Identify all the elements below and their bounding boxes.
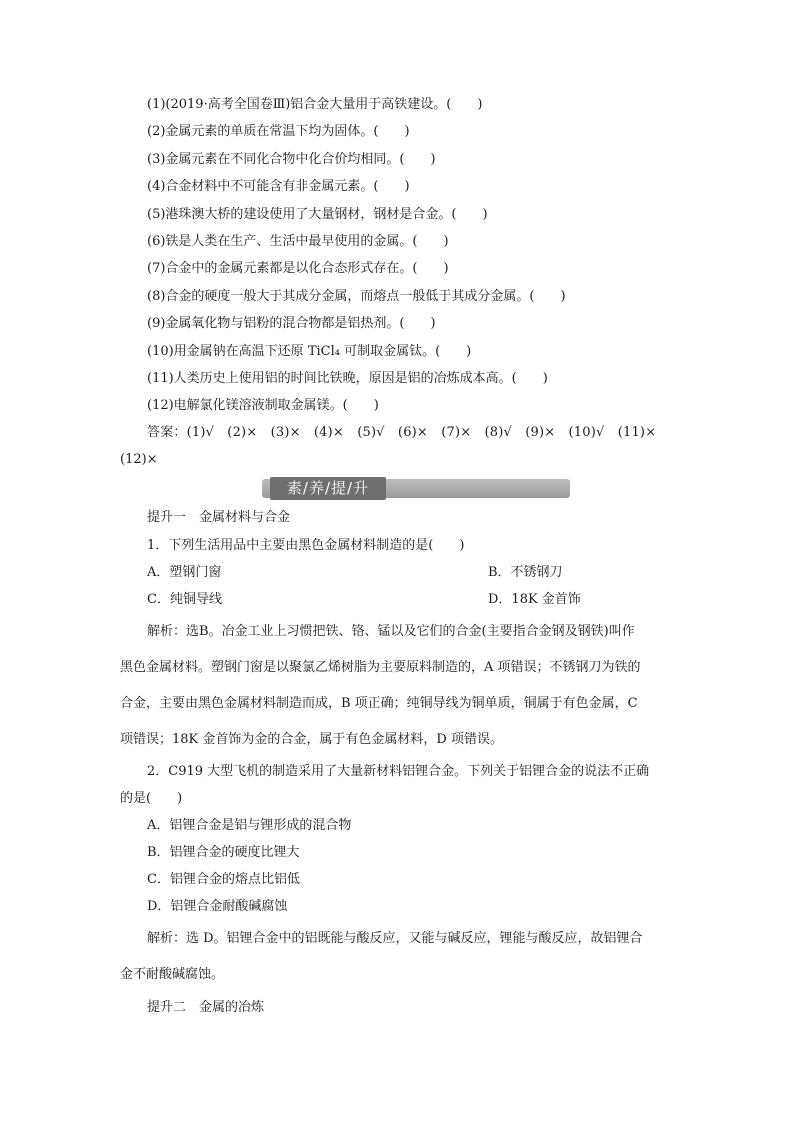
judgement-question-12: (12)电解氯化镁溶液制取金属镁。( ) <box>147 398 379 414</box>
judgement-question-10: (10)用金属钠在高温下还原 TiCl₄ 可制取金属钛。( ) <box>147 343 472 359</box>
q1-stem: 1．下列生活用品中主要由黑色金属材料制造的是( ) <box>147 538 465 553</box>
judgement-question-7: (7)合金中的金属元素都是以化合态形式存在。( ) <box>147 261 449 277</box>
judgement-question-1: (1)(2019·高考全国卷Ⅲ)铝合金大量用于高铁建设。( ) <box>147 97 483 112</box>
q2-option-b: B．铝锂合金的硬度比锂大 <box>147 845 300 860</box>
section-heading-1: 提升一 金属材料与合金 <box>147 510 291 525</box>
answer-key-line-1: 答案：(1)√ (2)× (3)× (4)× (5)√ (6)× (7)× (8)√ (9)× (10)√ (11)× <box>147 425 657 440</box>
q1-analysis-line-1: 解析：选B。冶金工业上习惯把铁、铬、锰以及它们的合金(主要指合金钢及钢铁)叫作 <box>147 624 635 639</box>
q1-option-d: D．18K 金首饰 <box>488 592 581 607</box>
answer-key-line-2: (12)× <box>120 452 158 467</box>
q1-option-a: A．塑钢门窗 <box>147 565 222 580</box>
judgement-question-5: (5)港珠澳大桥的建设使用了大量钢材，钢材是合金。( ) <box>147 206 488 222</box>
q2-analysis-line-2: 金不耐酸碱腐蚀。 <box>120 967 225 982</box>
section-banner-label: 素/养/提/升 <box>270 477 386 500</box>
q2-stem-line-1: 2．C919 大型飞机的制造采用了大量新材料铝锂合金。下列关于铝锂合金的说法不正确 <box>147 764 650 779</box>
q2-analysis-line-1: 解析：选 D。铝锂合金中的铝既能与酸反应，又能与碱反应，锂能与酸反应，故铝锂合 <box>147 931 643 946</box>
judgement-question-8: (8)合金的硬度一般大于其成分金属，而熔点一般低于其成分金属。( ) <box>147 288 566 304</box>
q1-analysis-line-3: 合金，主要由黑色金属材料制造而成，B 项正确；纯铜导线为铜单质，铜属于有色金属，C <box>120 696 638 711</box>
judgement-question-4: (4)合金材料中不可能含有非金属元素。( ) <box>147 179 410 195</box>
q1-option-b: B．不锈钢刀 <box>488 565 563 580</box>
judgement-question-6: (6)铁是人类在生产、生活中最早使用的金属。( ) <box>147 234 449 249</box>
section-heading-2: 提升二 金属的冶炼 <box>147 1000 265 1015</box>
judgement-question-11: (11)人类历史上使用铝的时间比铁晚，原因是铝的冶炼成本高。( ) <box>147 371 548 386</box>
judgement-question-9: (9)金属氧化物与铝粉的混合物都是铝热剂。( ) <box>147 316 436 332</box>
q2-option-a: A．铝锂合金是铝与锂形成的混合物 <box>147 818 352 833</box>
q2-stem-line-2: 的是( ) <box>120 791 183 806</box>
judgement-question-2: (2)金属元素的单质在常温下均为固体。( ) <box>147 124 410 140</box>
q2-option-d: D．铝锂合金耐酸碱腐蚀 <box>147 899 288 914</box>
q2-option-c: C．铝锂合金的熔点比铝低 <box>147 872 300 887</box>
judgement-question-3: (3)金属元素在不同化合物中化合价均相同。( ) <box>147 151 436 167</box>
section-banner <box>262 479 570 498</box>
q1-option-c: C．纯铜导线 <box>147 592 222 607</box>
q1-analysis-line-2: 黑色金属材料。塑钢门窗是以聚氯乙烯树脂为主要原料制造的，A 项错误；不锈钢刀为铁的 <box>120 660 641 675</box>
q1-analysis-line-4: 项错误；18K 金首饰为金的合金，属于有色金属材料，D 项错误。 <box>120 732 503 747</box>
